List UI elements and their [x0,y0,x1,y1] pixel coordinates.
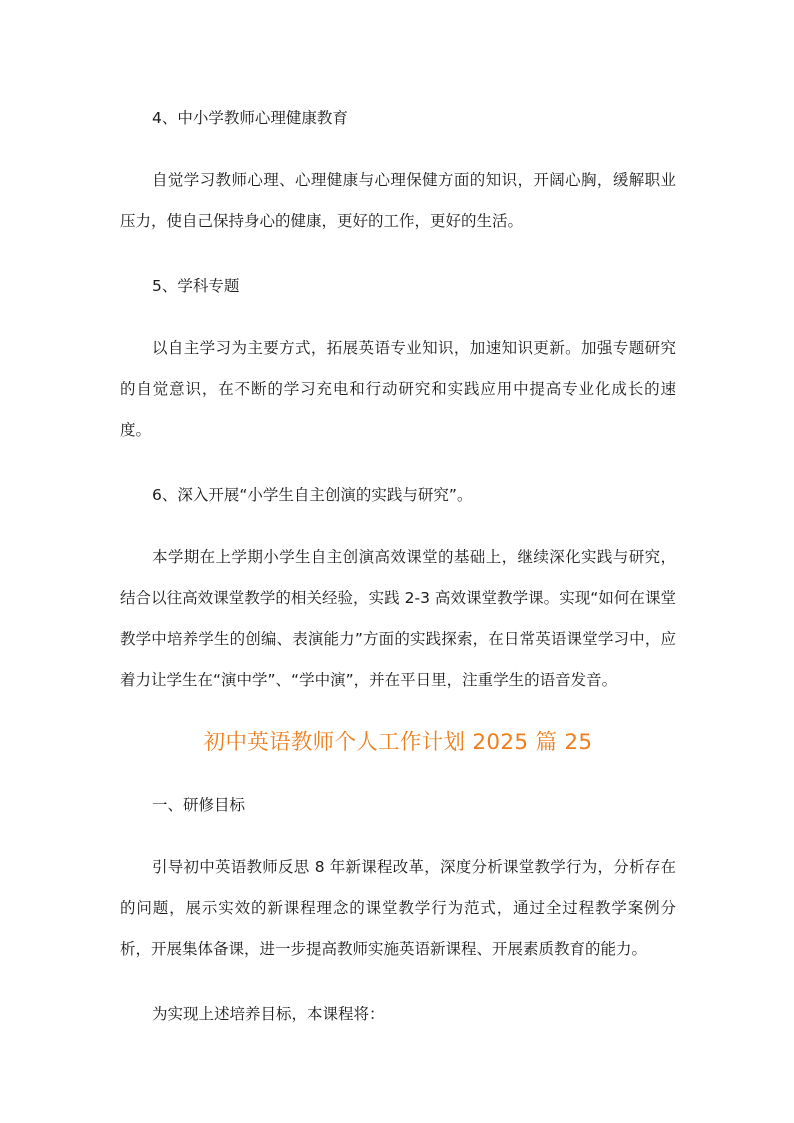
part1-closing: 为实现上述培养目标，本课程将： [152,1005,385,1023]
section-heading-4: 4、中小学教师心理健康教育 [152,109,348,127]
part1-paragraph: 引导初中英语教师反思 8 年新课程改革，深度分析课堂教学行为，分析存在的问题，展示实效的新课程理念的课堂教学行为范式，通过全过程教学案例分析，开展集体备课，进一步提高教师实施英语新课程、开展素质教育的能力。 [120,858,676,958]
part1-heading: 一、研修目标 [152,796,246,814]
section-paragraph-4: 自觉学习教师心理、心理健康与心理保健方面的知识，开阔心胸，缓解职业压力，使自己保持身心的健康，更好的工作，更好的生活。 [120,171,676,230]
section-paragraph-5: 以自主学习为主要方式，拓展英语专业知识，加速知识更新。加强专题研究的自觉意识，在不断的学习充电和行动研究和实践应用中提高专业化成长的速度。 [120,339,676,439]
plan-title-25: 初中英语教师个人工作计划 2025 篇 25 [203,730,593,755]
section-heading-6: 6、深入开展“小学生自主创演的实践与研究”。 [152,486,473,504]
document-body [120,98,676,1034]
section-heading-5: 5、学科专题 [152,277,240,295]
section-paragraph-6: 本学期在上学期小学生自主创演高效课堂的基础上，继续深化实践与研究，结合以往高效课堂教学的相关经验，实践 2-3 高效课堂教学课。实现“如何在课堂教学中培养学生的创编、表演能力”方面的实践探索，在日常英语课堂学习中，应着力让学生在“演中学”、“学中演”，并在平日里，注重学生的语音发音。 [120,548,676,689]
